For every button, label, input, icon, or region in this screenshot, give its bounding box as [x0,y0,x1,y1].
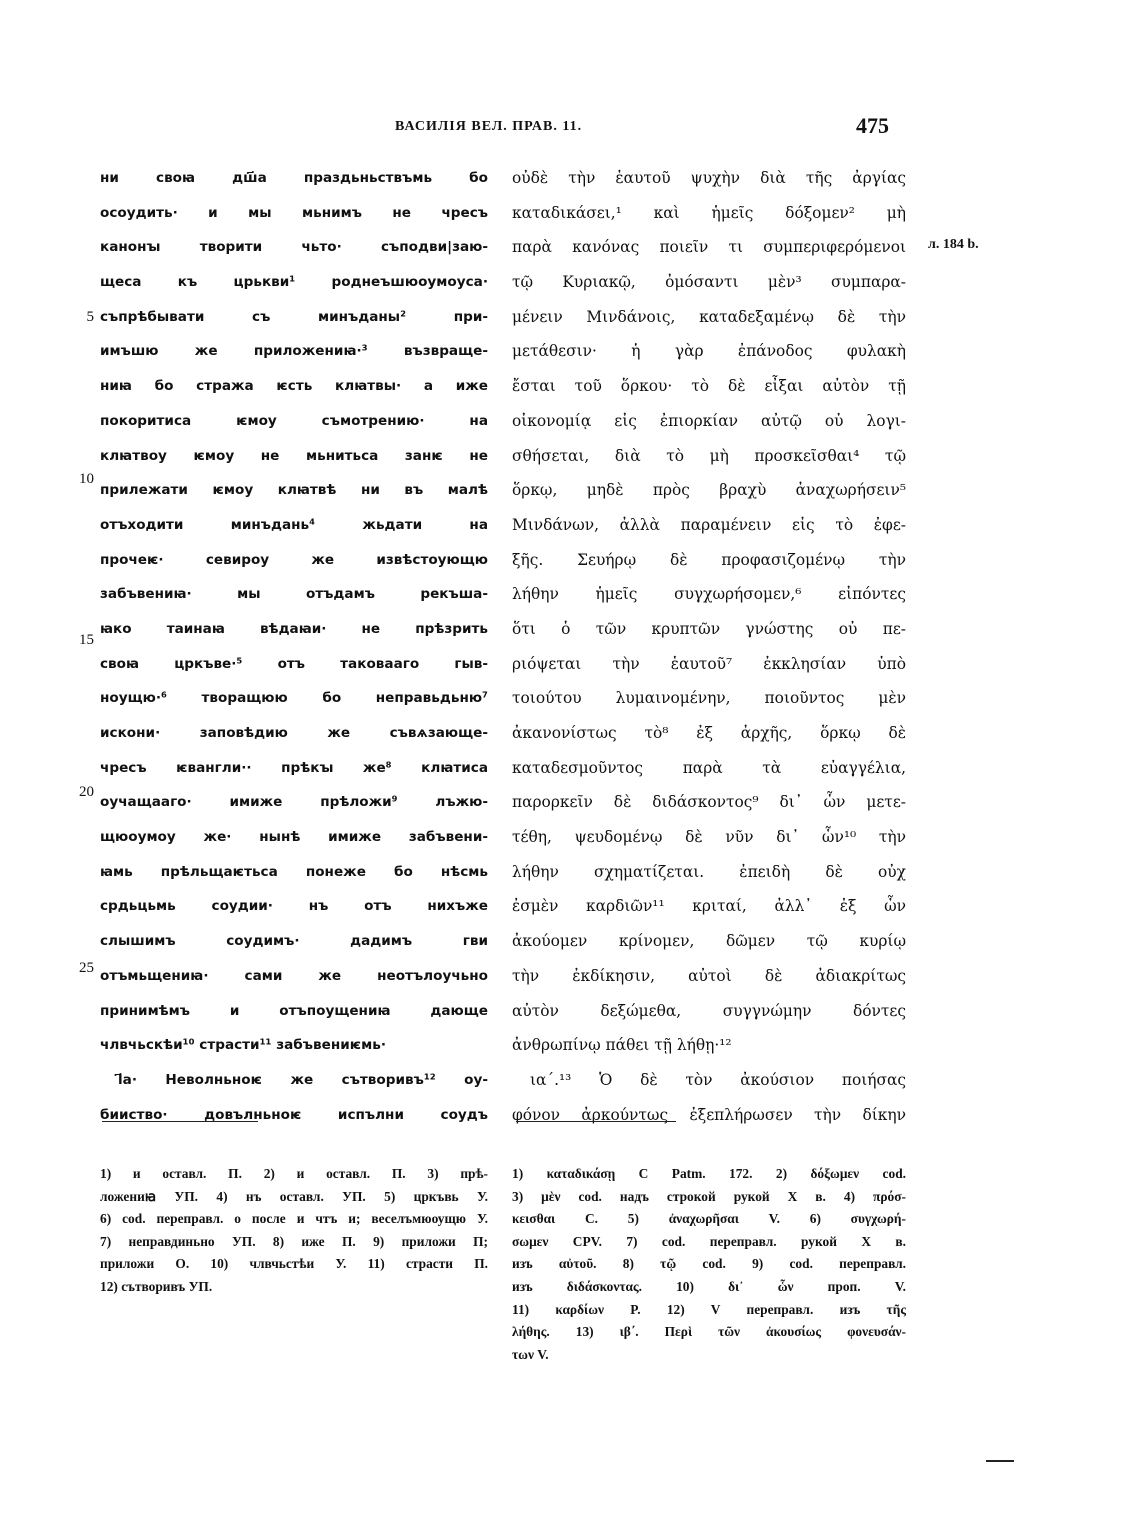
slavonic-line: ꙗко таинаꙗ вѣдаꙗи· не прѣзрить [100,620,488,637]
greek-line: μετάθεσιν· ἡ γὰρ ἐπάνοδος φυλακὴ [512,342,906,361]
greek-line: οὐδὲ τὴν ἑαυτοῦ ψυχὴν διὰ τῆς ἀργίας [512,169,906,187]
line-number: 10 [79,471,94,487]
footnote-rule-left [102,1121,258,1122]
slavonic-line: канонꙑ творити чьто· съподви|заю- [100,239,488,256]
greek-line: λήθην ἡμεῖς συγχωρήσομεν,⁶ εἰπόντες [512,585,906,604]
footnote-line: изъ αὐτοῦ. 8) τῷ cod. 9) cod. переправл. [512,1256,906,1272]
slavonic-line: отъходити минъдань⁴ жьдати на [100,516,488,533]
footnote-line: των V. [512,1346,549,1362]
greek-line: ἐσμὲν καρδιῶν¹¹ κριταί, ἀλλ᾽ ἐξ ὧν [512,897,906,916]
slavonic-line: имъшю же приложениꙗ·³ възвраще- [100,343,488,360]
footnote-line: 6) cod. переправл. о после и чтъ и; веселъмюоущю У. [100,1211,488,1227]
slavonic-line: принимѣмъ и отъпоущениꙗ дающе [100,1002,488,1019]
slavonic-line: клꙗтвоу ѥмоу не мьнитьса занѥ не [100,447,488,464]
slavonic-line: ӏ҃а· Неволньноѥ же сътворивъ¹² оу- [118,1071,488,1088]
slavonic-line: отъмьщениꙗ· сами же неотълоучьно [100,967,488,984]
greek-line: σθήσεται, διὰ τὸ μὴ προσκεῖσθαι⁴ τῷ [512,446,906,465]
footnote-line: 3) μὲν cod. надъ строкой рукой X в. 4) πρόσ- [512,1188,906,1204]
line-number: 20 [79,784,94,800]
slavonic-line: чресъ ѥвангли·· прѣкꙑ же⁸ клꙗтиса [100,759,488,776]
slavonic-line: бииство· довълньноѥ испълни соудъ [100,1106,488,1123]
slavonic-line: прочеѥ· севироу же извѣстоующю [100,551,488,568]
slavonic-line: покоритиса ѥмоу съмотрению· на [100,412,488,429]
greek-line: τέθη, ψευδομένῳ δὲ νῦν δι᾽ ὧν¹⁰ τὴν [512,828,906,847]
margin-note: л. 184 b. [928,237,979,252]
footnote-line: ложениꙗ УП. 4) нъ оставл. УП. 5) цркъвь У. [100,1188,488,1204]
footnote-line: 1) καταδικάσῃ C Patm. 172. 2) δόξωμεν cod. [512,1166,906,1181]
footnote-line: 11) καρδίων P. 12) V переправл. изъ τῆς [512,1301,906,1317]
footnote-line: 12) сътворивъ УП. [100,1278,213,1294]
footnote-line: приложи О. 10) члвчьстѣи У. 11) страсти П. [100,1256,488,1272]
greek-line: λήθην σχηματίζεται. ἐπειδὴ δὲ οὐχ [512,862,906,881]
greek-line: ια΄.¹³ Ὁ δὲ τὸν ἀκούσιον ποιήσας [530,1070,906,1089]
scan-mark [986,1460,1014,1462]
footnote-line: изъ διδάσκοντας. 10) δι᾽ ὧν проп. V. [512,1278,906,1294]
slavonic-line: ни своꙗ дш҃а праздьньствъмь бо [100,170,488,186]
greek-line: φόνον ἀρκούντως ἐξεπλήρωσεν τὴν δίκην [512,1105,906,1124]
slavonic-text-column [100,161,488,1132]
greek-line: ξῆς. Σευήρῳ δὲ προφασιζομένῳ τὴν [512,550,906,569]
greek-text-column [512,161,906,1132]
slavonic-line: щюоумоу же· нынѣ имиже забъвени- [100,829,488,846]
page-number: 475 [856,113,889,138]
footnote-line: σωμεν CPV. 7) cod. переправл. рукой X в. [512,1233,906,1249]
line-number: 15 [79,632,94,648]
greek-line: ἀκανονίστως τὸ⁸ ἐξ ἀρχῆς, ὅρκῳ δὲ [512,724,906,742]
greek-line: τοιούτου λυμαινομένην, ποιοῦντος μὲν [512,689,906,708]
slavonic-line: прилежати ѥмоу клꙗтвѣ ни въ малѣ [100,482,488,499]
greek-line: καταδεσμοῦντος παρὰ τὰ εὐαγγέλια, [512,758,906,777]
greek-line: Μινδάνων, ἀλλὰ παραμένειν εἰς τὸ ἐφε- [512,515,906,534]
running-header: ВАСИЛІЯ ВЕЛ. ПРАВ. 11. [395,119,583,134]
footnote-line: 7) неправдиньно УП. 8) иже П. 9) приложи П; [100,1233,488,1249]
slavonic-line: срдьцьмь соудии· нъ отъ нихъже [100,898,488,915]
greek-line: παρὰ κανόνας ποιεῖν τι συμπεριφερόμενοι [512,238,906,257]
footnote-line: λήθης. 13) ιβ΄. Περὶ τῶν ἀκουσίως φονευσάν- [512,1324,906,1340]
slavonic-line: щеса къ црькви¹ роднеъшюоумоуса· [100,274,488,291]
greek-line: ἀκούομεν κρίνομεν, δῶμεν τῷ κυρίῳ [512,932,906,951]
greek-line: ριόψεται τὴν ἑαυτοῦ⁷ ἐκκλησίαν ὑπὸ [512,654,906,673]
slavonic-line: слышимъ соудимъ· дадимъ гви [100,933,488,950]
greek-line: ἀνθρωπίνῳ πάθει τῇ λήθῃ·¹² [512,1036,732,1055]
greek-line: παρορκεῖν δὲ διδάσκοντος⁹ δι᾽ ὧν μετε- [512,793,906,812]
slavonic-line: ниꙗ бо стража ѥсть клꙗтвы· а иже [100,378,488,395]
greek-line: τῷ Κυριακῷ, ὀμόσαντι μὲν³ συμπαρα- [512,273,906,292]
slavonic-line: съпрѣбывати съ минъданы² при- [100,308,488,325]
line-number: 25 [79,960,94,976]
footnotes-greek [512,1163,906,1366]
slavonic-line: искони· заповѣдию же съвѧзающе- [100,725,488,741]
slavonic-line: ноущю·⁶ творащюю бо неправьдьню⁷ [100,690,488,707]
slavonic-line: своꙗ цркъве·⁵ отъ таковааго гыв- [100,655,488,672]
footnotes-slavonic [100,1163,488,1299]
greek-line: ὅτι ὁ τῶν κρυπτῶν γνώστης οὐ πε- [512,619,906,638]
footnote-rule-right [516,1121,676,1122]
greek-line: αὐτὸν δεξώμεθα, συγγνώμην δόντες [512,1001,906,1020]
footnote-line: 1) и оставл. П. 2) и оставл. П. 3) прѣ- [100,1166,488,1181]
footnote-line: κεισθαι C. 5) ἀναχωρῆσαι V. 6) συγχωρή- [512,1211,906,1227]
slavonic-line: ꙗмь прѣльщаѥтьса понеже бо нѣсмь [100,863,488,880]
slavonic-line: оучащааго· имиже прѣложи⁹ лъжю- [100,794,488,811]
greek-line: ὅρκῳ, μηδὲ πρὸς βραχὺ ἀναχωρήσειν⁵ [512,481,906,500]
greek-line: ἔσται τοῦ ὅρκου· τὸ δὲ εἶξαι αὐτὸν τῇ [512,377,906,396]
greek-line: καταδικάσει,¹ καὶ ἡμεῖς δόξομεν² μὴ [512,203,906,222]
slavonic-line: осоудить· и мы мьнимъ не чресъ [100,204,488,221]
slavonic-line: забъвениꙗ· мы отъдамъ рекъша- [100,586,488,603]
slavonic-line: члвчьскѣи¹⁰ страсти¹¹ забъвениѥмь· [100,1037,387,1054]
greek-line: τὴν ἐκδίκησιν, αὐτοὶ δὲ ἀδιακρίτως [512,966,906,985]
greek-line: μένειν Μινδάνοις, καταδεξαμένῳ δὲ τὴν [512,307,906,326]
greek-line: οἰκονομίᾳ εἰς ἐπιορκίαν αὐτῷ οὐ λογι- [512,411,906,430]
line-number: 5 [86,309,94,325]
